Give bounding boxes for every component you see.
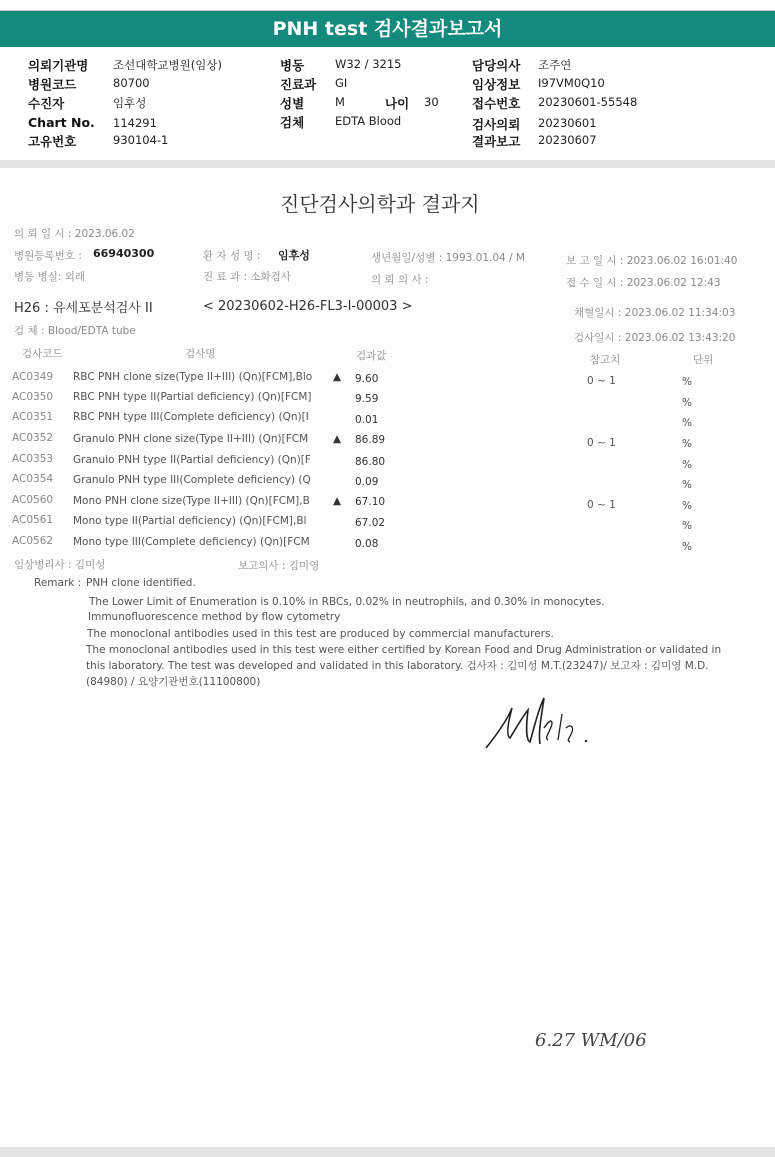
col-name: 검사명: [185, 348, 216, 360]
tester-line: 임상병리사 : 김미성: [14, 559, 106, 571]
request-value: 20230601: [538, 116, 597, 130]
ward-label: 병동: [280, 58, 305, 73]
high-flag: ▲: [333, 433, 342, 445]
specimen-type: 검 체 : Blood/EDTA tube: [14, 325, 136, 337]
row-name: RBC PNH type III(Complete deficiency) (Qn)[I: [73, 411, 309, 423]
row-name: Granulo PNH type II(Partial deficiency) (Qn)[F: [73, 454, 311, 466]
row-name: Mono type III(Complete deficiency) (Qn)[FCM: [73, 536, 310, 548]
row-name: RBC PNH clone size(Type II+III) (Qn)[FCM],Blo: [73, 371, 313, 383]
col-ref: 참고치: [590, 354, 621, 366]
high-flag: ▲: [333, 371, 342, 383]
row-result: 9.59: [355, 393, 379, 405]
code-value: 80700: [113, 76, 150, 90]
hospital-value: 조선대학교병원(임상): [113, 58, 222, 72]
row-code: AC0562: [12, 535, 54, 547]
signature: [478, 688, 598, 758]
row-unit: %: [682, 376, 692, 388]
row-code: AC0351: [12, 411, 54, 423]
request-date: 의 뢰 일 시 : 2023.06.02: [14, 228, 135, 240]
ward-line: 병동 병실: 외래: [14, 271, 86, 283]
row-result: 86.89: [355, 434, 386, 446]
remark-line: PNH clone identified.: [86, 577, 196, 589]
remark-line: (84980) / 요양기관번호(11100800): [86, 676, 261, 688]
sheet-title: 진단검사의학과 결과지: [280, 192, 480, 216]
row-unit: %: [682, 541, 692, 553]
row-code: AC0560: [12, 494, 54, 506]
patient-value: 임후성: [113, 96, 147, 110]
remark-line: The monoclonal antibodies used in this test are produced by commercial manufacturers.: [87, 628, 554, 640]
report-datetime: 보 고 일 시 : 2023.06.02 16:01:40: [566, 255, 738, 267]
test-name: H26 : 유세포분석검사 II: [14, 301, 153, 316]
report-value: 20230607: [538, 133, 597, 147]
high-flag: ▲: [333, 495, 342, 507]
specimen-value: EDTA Blood: [335, 114, 402, 128]
col-result: 검과값: [356, 350, 387, 362]
row-unit: %: [682, 500, 692, 512]
sex-value: M: [335, 95, 345, 109]
pt-name-value: 임후성: [278, 249, 310, 262]
chart-label: Chart No.: [28, 115, 95, 130]
remark-line: this laboratory. The test was developed and validated in this laboratory. 검사자 : 김미성 M.T.(23247)/ 보고자 : 김미영 M.D.: [86, 660, 709, 672]
report-label: 결과보고: [472, 134, 521, 149]
remark-line: The monoclonal antibodies used in this test were either certified by Korean Food and Drug Administration or validated in: [86, 644, 722, 656]
row-ref: 0 ~ 1: [587, 437, 616, 449]
row-name: Granulo PNH type III(Complete deficiency) (Q: [73, 474, 311, 486]
reporter-line: 보고의사 : 김미영: [238, 560, 320, 572]
code-label: 병원코드: [28, 77, 77, 92]
dept-line: 진 료 과 : 소화검사: [203, 271, 291, 283]
row-name: Granulo PNH clone size(Type II+III) (Qn)[FCM: [73, 433, 309, 445]
reg-no-label: 병원등록번호 :: [14, 250, 82, 262]
row-code: AC0354: [12, 473, 54, 485]
chart-value: 114291: [113, 116, 157, 130]
col-code: 검사코드: [22, 348, 63, 360]
specimen-barcode: < 20230602-H26-FL3-I-00003 >: [203, 299, 413, 314]
collect-datetime: 채혈일시 : 2023.06.02 11:34:03: [574, 307, 736, 319]
row-result: 0.01: [355, 414, 379, 426]
row-result: 0.08: [355, 538, 379, 550]
row-result: 67.02: [355, 517, 386, 529]
row-result: 9.60: [355, 373, 379, 385]
doctor-label: 담당의사: [472, 58, 521, 73]
specimen-label: 검체: [280, 115, 305, 130]
remark-label: Remark :: [34, 577, 82, 589]
dept-label: 진료과: [280, 77, 317, 92]
row-name: Mono PNH clone size(Type II+III) (Qn)[FCM],B: [73, 495, 310, 507]
ward-value: W32 / 3215: [335, 57, 402, 71]
section-divider: [0, 160, 775, 168]
row-name: Mono type II(Partial deficiency) (Qn)[FCM],Bl: [73, 515, 307, 527]
col-unit: 단위: [693, 354, 714, 366]
request-doctor: 의 뢰 의 사 :: [371, 274, 429, 286]
bottom-divider: [0, 1147, 775, 1157]
row-result: 86.80: [355, 456, 386, 468]
request-label: 검사의뢰: [472, 117, 521, 132]
birth-sex: 생년월일/성별 : 1993.01.04 / M: [371, 252, 525, 264]
request-info-block: [0, 52, 775, 152]
row-code: AC0561: [12, 514, 54, 526]
test-datetime: 검사일시 : 2023.06.02 13:43:20: [574, 332, 736, 344]
clinical-value: I97VM0Q10: [538, 76, 605, 90]
remark-line: The Lower Limit of Enumeration is 0.10% in RBCs, 0.02% in neutrophils, and 0.30% in monocytes.: [89, 596, 605, 608]
row-unit: %: [682, 417, 692, 429]
row-result: 0.09: [355, 476, 379, 488]
row-ref: 0 ~ 1: [587, 375, 616, 387]
uid-value: 930104-1: [113, 133, 169, 147]
row-unit: %: [682, 459, 692, 471]
uid-label: 고유번호: [28, 134, 77, 149]
remark-line: Immunofluorescence method by flow cytometry: [88, 611, 341, 623]
clinical-label: 임상정보: [472, 77, 521, 92]
pt-name-label: 환 자 성 명 :: [203, 250, 261, 262]
receipt-label: 접수번호: [472, 96, 521, 111]
row-unit: %: [682, 397, 692, 409]
row-code: AC0349: [12, 371, 54, 383]
hospital-label: 의뢰기관명: [28, 58, 89, 73]
handwritten-note: 6.27 WM/06: [535, 1030, 647, 1051]
doctor-value: 조주연: [538, 58, 572, 72]
row-unit: %: [682, 438, 692, 450]
row-code: AC0352: [12, 432, 54, 444]
receipt-value: 20230601-55548: [538, 95, 638, 109]
row-code: AC0350: [12, 391, 54, 403]
sex-label: 성별: [280, 96, 305, 111]
row-unit: %: [682, 479, 692, 491]
dept-value: GI: [335, 76, 348, 90]
reg-no-value: 66940300: [93, 247, 155, 260]
patient-label: 수진자: [28, 96, 65, 111]
report-title-banner: [0, 10, 775, 47]
row-ref: 0 ~ 1: [587, 499, 616, 511]
age-value: 30: [424, 95, 439, 109]
report-title: PNH test 검사결과보고서: [272, 18, 503, 40]
row-unit: %: [682, 520, 692, 532]
row-result: 67.10: [355, 496, 386, 508]
receipt-datetime: 접 수 일 시 : 2023.06.02 12:43: [566, 277, 721, 289]
scanned-result-sheet: [0, 168, 775, 1148]
row-name: RBC PNH type II(Partial deficiency) (Qn)[FCM]: [73, 391, 312, 403]
row-code: AC0353: [12, 453, 54, 465]
age-label: 나이: [385, 96, 410, 111]
